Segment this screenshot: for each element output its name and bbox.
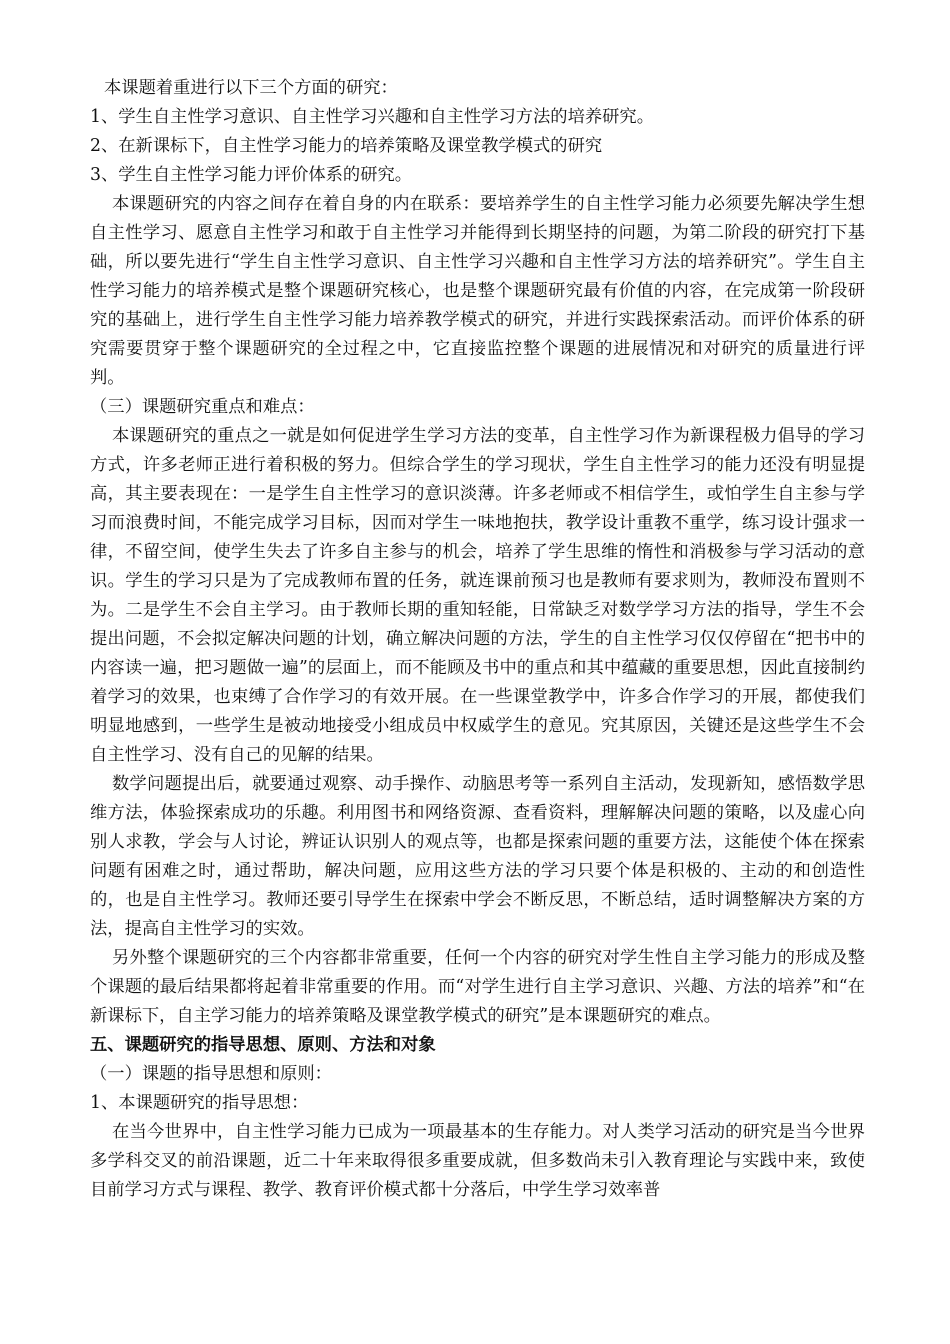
paragraph: 数学问题提出后，就要通过观察、动手操作、动脑思考等一系列自主活动，发现新知，感悟数学思维方法，体验探索成功的乐趣。利用图书和网络资源、查看资料，理解解决问题的策略，以及虚心向别人求教，学会与人讨论，辨证认识别人的观点等，也都是探索问题的重要方法，这能使个体在探索问题有困难之时，通过帮助，解决问题，应用这些方法的学习只要个体是积极的、主动的和创造性的，也是自主性学习。教师还要引导学生在探索中学会不断反思，不断总结，适时调整解决方案的方法，提高自主性学习的实效。: [90, 774, 865, 939]
subsection-heading: （一）课题的指导思想和原则：: [90, 1064, 332, 1084]
paragraph: 本课题研究的重点之一就是如何促进学生学习方法的变革，自主性学习作为新课程极力倡导的学习方式，许多老师正进行着积极的努力。但综合学生的学习现状，学生自主性学习的能力还没有明显提高，其主要表现在：一是学生自主性学习的意识淡薄。许多老师或不相信学生，或怕学生自主参与学习而浪费时间，不能完成学习目标，因而对学生一味地抱扶，教学设计重教不重学，练习设计强求一律，不留空间，使学生失去了许多自主参与的机会，培养了学生思维的惰性和消极参与学习活动的意识。学生的学习只是为了完成教师布置的任务，就连课前预习也是教师有要求则为，教师没布置则不为。二是学生不会自主学习。由于教师长期的重知轻能，日常缺乏对数学学习方法的指导，学生不会提出问题，不会拟定解决问题的计划，确立解决问题的方法，学生的自主性学习仅仅停留在“把书中的内容读一遍，把习题做一遍”的层面上，而不能顾及书中的重点和其中蕴藏的重要思想，因此直接制约着学习的效果，也束缚了合作学习的有效开展。在一些课堂教学中，许多合作学习的开展，都使我们明显地感到，一些学生是被动地接受小组成员中权威学生的意见。究其原因，关键还是这些学生不会自主性学习、没有自己的见解的结果。: [90, 426, 865, 765]
paragraph: 另外整个课题研究的三个内容都非常重要，任何一个内容的研究对学生性自主学习能力的形成及整个课题的最后结果都将起着非常重要的作用。而“对学生进行自主学习意识、兴趣、方法的培养”和“在新课标下，自主学习能力的培养策略及课堂教学模式的研究”是本课题研究的难点。: [90, 948, 865, 1026]
section-heading: 五、课题研究的指导思想、原则、方法和对象: [90, 1035, 436, 1055]
list-item: 1、学生自主性学习意识、自主性学习兴趣和自主性学习方法的培养研究。: [90, 107, 654, 127]
list-item: 3、学生自主性学习能力评价体系的研究。: [90, 165, 413, 185]
list-item: 1、本课题研究的指导思想：: [90, 1093, 309, 1113]
paragraph: 本课题着重进行以下三个方面的研究：: [104, 78, 398, 98]
subsection-heading: （三）课题研究重点和难点：: [90, 397, 315, 417]
document-body: [90, 74, 865, 1205]
paragraph: 在当今世界中，自主性学习能力已成为一项最基本的生存能力。对人类学习活动的研究是当今世界多学科交叉的前沿课题，近二十年来取得很多重要成就，但多数尚未引入教育理论与实践中来，致使目前学习方式与课程、教学、教育评价模式都十分落后，中学生学习效率普: [90, 1122, 865, 1200]
paragraph: 本课题研究的内容之间存在着自身的内在联系：要培养学生的自主性学习能力必须要先解决学生想自主性学习、愿意自主性学习和敢于自主性学习并能得到长期坚持的问题，为第二阶段的研究打下基础，所以要先进行“学生自主性学习意识、自主性学习兴趣和自主性学习方法的培养研究”。学生自主性学习能力的培养模式是整个课题研究核心，也是整个课题研究最有价值的内容，在完成第一阶段研究的基础上，进行学生自主性学习能力培养教学模式的研究，并进行实践探索活动。而评价体系的研究需要贯穿于整个课题研究的全过程之中，它直接监控整个课题的进展情况和对研究的质量进行评判。: [90, 194, 865, 388]
list-item: 2、在新课标下，自主性学习能力的培养策略及课堂教学模式的研究: [90, 136, 603, 156]
